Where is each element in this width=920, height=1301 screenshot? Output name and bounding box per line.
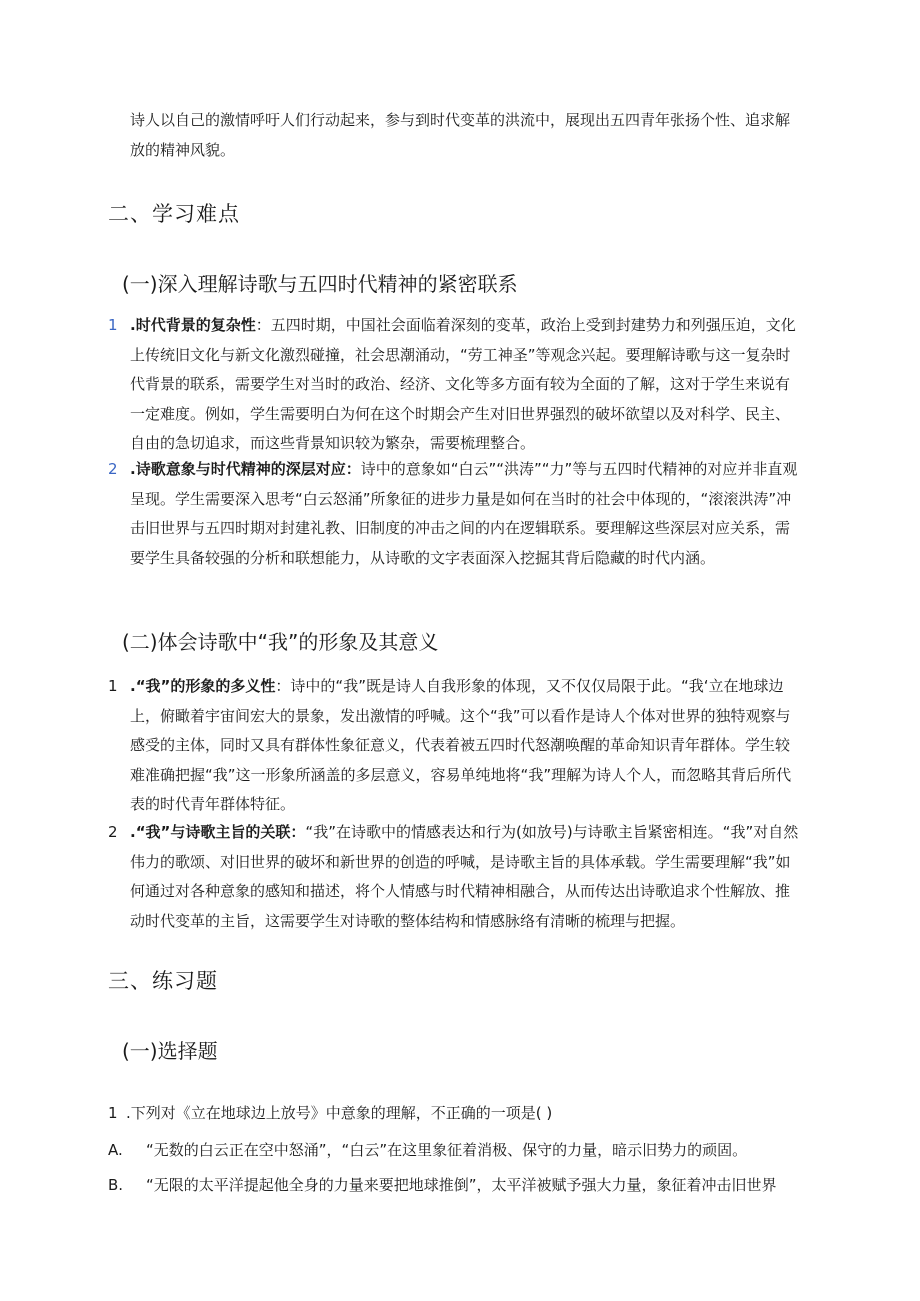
list-number: 1 (108, 316, 118, 334)
item-heading: .诗歌意象与时代精神的深层对应： (130, 460, 361, 478)
item-text: 诗中的意象如“白云”“洪涛”“力”等与五四时代精神的对应并非直观呈现。学生需要深入思考“白云怒涌”所象征的进步力量是如何在当时的社会中体现的，“滚滚洪涛”冲击旧世界与五四时期对封建礼教、旧制度的冲击之间的内在逻辑联系。要理解这些深层对应关系，需要学生具备较强的分析和联想能力，从诗歌的文字表面深入挖掘其背后隐藏的时代内涵。 (130, 460, 798, 567)
list-item-body (130, 672, 804, 820)
list-item-body (130, 455, 804, 573)
item-heading: .“我”与诗歌主旨的关联： (130, 823, 306, 841)
list-item (108, 311, 804, 459)
list-item (108, 455, 804, 573)
item-heading: .时代背景的复杂性 (130, 316, 256, 334)
option-letter: B. (108, 1176, 124, 1194)
list-number: 1 (108, 677, 118, 695)
item-heading: .“我”的形象的多义性 (130, 677, 276, 695)
item-text: ：诗中的“我”既是诗人自我形象的体现，又不仅仅局限于此。“我‘立在地球边上，俯瞰着宇宙间宏大的景象，发出激情的呼喊。这个“我”可以看作是诗人个体对世界的独特观察与感受的主体，同时又具有群体性象征意义，代表着被五四时代怒潮唤醒的革命知识青年群体。学生较难准确把握“我”这一形象所涵盖的多层意义，容易单纯地将“我”理解为诗人个人，而忽略其背后所代表的时代青年群体特征。 (130, 677, 792, 813)
option-b (108, 1172, 808, 1198)
list-item (108, 818, 804, 936)
item-text: ：五四时期，中国社会面临着深刻的变革，政治上受到封建势力和列强压迫，文化上传统旧文化与新文化激烈碰撞，社会思潮涌动，“劳工神圣”等观念兴起。要理解诗歌与这一复杂时代背景的联系，需要学生对当时的政治、经济、文化等多方面有较为全面的了解，这对于学生来说有一定难度。例如，学生需要明白为何在这个时期会产生对旧世界强烈的破坏欲望以及对科学、民主、自由的急切追求，而这些背景知识较为繁杂，需要梳理整合。 (130, 316, 796, 452)
section-heading-difficulties: 二、学习难点 (108, 202, 240, 226)
list-item-body (130, 311, 804, 459)
subsection-heading-era-spirit: (一)深入理解诗歌与五四时代精神的紧密联系 (122, 272, 518, 296)
option-text: “无数的白云正在空中怒涌”，“白云”在这里象征着消极、保守的力量，暗示旧势力的顽固。 (146, 1141, 748, 1159)
list-item (108, 672, 804, 820)
subsection-heading-multiple-choice: (一)选择题 (122, 1039, 218, 1063)
intro-paragraph: 诗人以自己的激情呼吁人们行动起来，参与到时代变革的洪流中，展现出五四青年张扬个性、追求解放的精神风貌。 (130, 111, 791, 159)
question-number: 1 (108, 1104, 118, 1122)
list-item-body (130, 818, 804, 936)
question (108, 1100, 808, 1126)
option-a (108, 1137, 808, 1163)
section-heading-exercises: 三、练习题 (108, 969, 218, 993)
list-number: 2 (108, 460, 118, 478)
list-number: 2 (108, 823, 118, 841)
subsection-heading-self-image: (二)体会诗歌中“我”的形象及其意义 (122, 630, 439, 654)
question-text: .下列对《立在地球边上放号》中意象的理解，不正确的一项是( ) (126, 1104, 553, 1122)
item-text: “我”在诗歌中的情感表达和行为(如放号)与诗歌主旨紧密相连。“我”对自然伟力的歌颂、对旧世界的破坏和新世界的创造的呼喊，是诗歌主旨的具体承载。学生需要理解“我”如何通过对各种意象的感知和描述，将个人情感与时代精神相融合，从而传达出诗歌追求个性解放、推动时代变革的主旨，这需要学生对诗歌的整体结构和情感脉络有清晰的梳理与把握。 (130, 823, 799, 930)
option-letter: A. (108, 1141, 123, 1159)
option-text: “无限的太平洋提起他全身的力量来要把地球推倒”，太平洋被赋予强大力量，象征着冲击旧世界 (146, 1176, 777, 1194)
